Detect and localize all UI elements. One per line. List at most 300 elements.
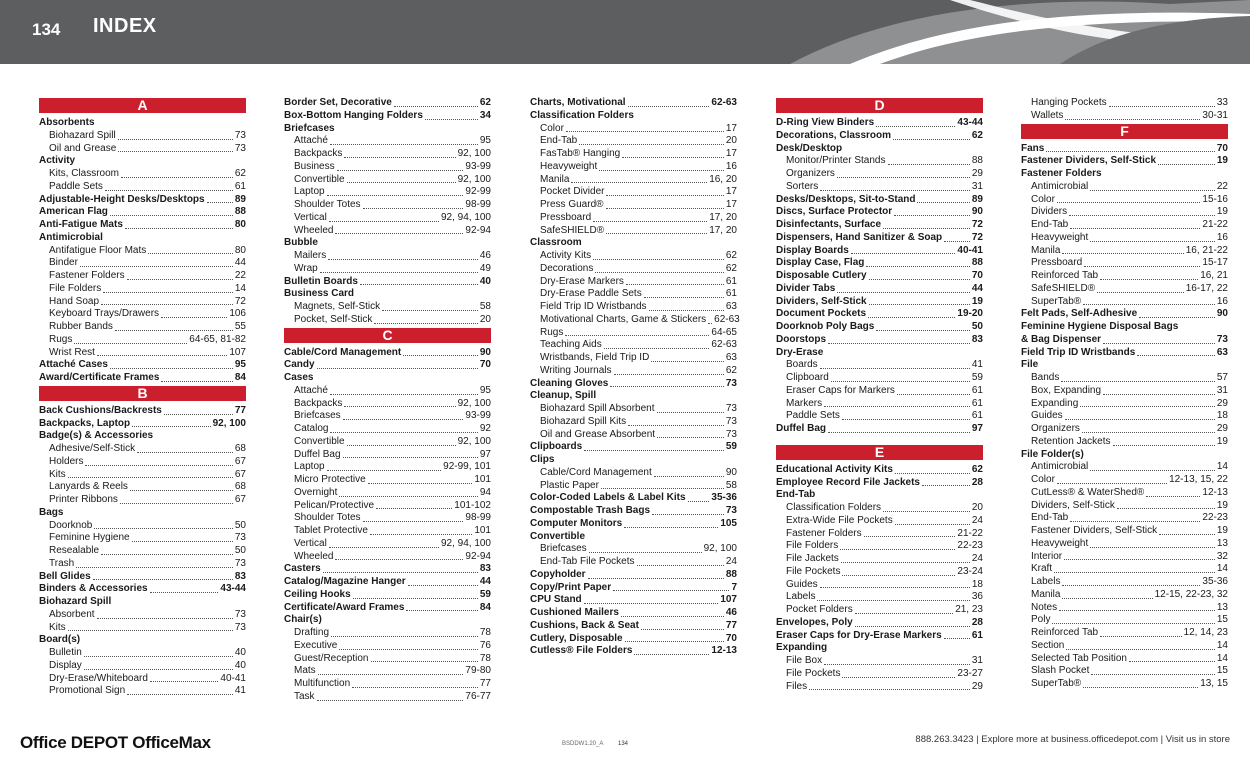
dot-leader (1097, 283, 1184, 293)
dot-leader (842, 566, 955, 576)
index-subentry (776, 591, 983, 604)
entry-page-number: 50 (971, 321, 983, 332)
index-subentry (1021, 487, 1228, 500)
entry-label: Biohazard Spill (49, 129, 116, 141)
entry-page-number: 73 (725, 428, 737, 440)
entry-page-number: 34 (479, 109, 491, 121)
dot-leader (841, 553, 970, 563)
entry-label: Box-Bottom Hanging Folders (284, 109, 423, 121)
entry-page-number: 62 (725, 364, 737, 376)
entry-page-number: 101 (474, 474, 491, 485)
dot-leader (76, 558, 233, 568)
dot-leader (657, 403, 724, 413)
index-subentry (39, 257, 246, 270)
dot-leader (68, 469, 233, 479)
entry-page-number: 21-22 (957, 527, 983, 539)
index-subentry (1021, 194, 1228, 207)
entry-page-number: 89 (234, 193, 246, 205)
dot-leader (837, 168, 970, 178)
index-subentry (776, 655, 983, 668)
index-subentry (284, 525, 491, 538)
index-entry (39, 117, 246, 130)
entry-label: Clips (530, 454, 555, 465)
entry-page-number: 59 (479, 588, 491, 600)
dot-leader (944, 232, 970, 242)
index-entry (39, 206, 246, 219)
entry-page-number: 13 (1216, 537, 1228, 549)
entry-label: Biohazard Spill Absorbent (540, 403, 655, 414)
entry-label: Executive (294, 639, 338, 651)
index-subentry (284, 174, 491, 187)
dot-leader (606, 186, 723, 196)
index-subentry (39, 283, 246, 296)
entry-page-number: 33 (1216, 97, 1228, 108)
dot-leader (161, 372, 232, 382)
entry-page-number: 80 (234, 244, 246, 256)
index-subentry (530, 174, 737, 187)
entry-label: Guides (786, 578, 818, 590)
index-subentry (1021, 423, 1228, 436)
entry-page-number: 95 (479, 135, 491, 147)
entry-label: Organizers (1031, 423, 1080, 434)
dot-leader (842, 410, 970, 420)
entry-label: Reinforced Tab (1031, 270, 1099, 281)
index-subentry (39, 296, 246, 309)
entry-label: Monitor/Printer Stands (786, 155, 886, 167)
section-letter-f: F (1021, 124, 1228, 139)
entry-label: Doorstops (776, 333, 826, 345)
index-entry (530, 607, 737, 620)
entry-page-number: 88 (971, 257, 983, 269)
entry-page-number: 77 (479, 678, 491, 689)
index-subentry (284, 186, 491, 199)
entry-page-number: 31 (971, 180, 983, 192)
entry-label: Wrap (294, 262, 318, 274)
index-entry (530, 633, 737, 646)
entry-page-number: 64-65 (711, 326, 737, 338)
dot-leader (644, 288, 724, 298)
dot-leader (593, 250, 724, 260)
index-entry (39, 372, 246, 385)
entry-page-number: 92, 100 (457, 148, 491, 159)
index-entry (776, 117, 983, 130)
entry-page-number: 19 (1216, 206, 1228, 218)
dot-leader (621, 607, 724, 617)
entry-page-number: 62 (971, 129, 983, 141)
entry-page-number: 92, 100 (703, 543, 737, 555)
entry-label: Hand Soap (49, 295, 100, 307)
entry-page-number: 61 (971, 410, 983, 422)
section-letter-e: E (776, 445, 983, 460)
dot-leader (624, 518, 718, 528)
dot-leader (115, 321, 233, 331)
dot-leader (1083, 678, 1198, 688)
dot-leader (363, 199, 464, 209)
dot-leader (329, 538, 439, 548)
dot-leader (1139, 308, 1215, 318)
entry-label: Employee Record File Jackets (776, 476, 920, 488)
dot-leader (1065, 110, 1200, 120)
entry-label: SafeSHIELD® (1031, 282, 1096, 294)
index-subentry (1021, 398, 1228, 411)
entry-label: Vertical (294, 211, 327, 223)
dot-leader (1146, 487, 1200, 497)
entry-page-number: 58 (725, 479, 737, 491)
entry-label: File Folders (49, 282, 102, 294)
entry-label: Backpacks (294, 148, 343, 159)
decorative-swoosh-icon (730, 0, 1250, 64)
entry-page-number: 90 (971, 206, 983, 218)
index-subentry (39, 609, 246, 622)
dot-leader (876, 117, 955, 127)
entry-label: Activity Kits (540, 250, 592, 261)
entry-page-number: 16, 21-22 (1185, 244, 1228, 256)
entry-label: Shoulder Totes (294, 512, 361, 524)
dot-leader (922, 477, 970, 487)
entry-page-number: 83 (479, 563, 491, 575)
index-subentry (284, 263, 491, 276)
entry-page-number: 72 (971, 231, 983, 243)
index-entry (530, 505, 737, 518)
entry-label: Biohazard Spill Kits (540, 415, 627, 427)
index-subentry (776, 540, 983, 553)
index-column-1 (39, 97, 246, 698)
entry-page-number: 12-13, 15, 22 (1169, 474, 1228, 485)
index-subentry (1021, 576, 1228, 589)
dot-leader (876, 321, 970, 331)
entry-page-number: 62 (479, 97, 491, 108)
entry-label: Adhesive/Self-Stick (49, 443, 136, 454)
entry-page-number: 73 (1216, 333, 1228, 345)
entry-page-number: 93-99 (465, 160, 491, 172)
dot-leader (1137, 347, 1215, 357)
index-subentry (284, 627, 491, 640)
index-subentry (776, 681, 983, 694)
entry-page-number: 40 (234, 647, 246, 658)
section-letter-a: A (39, 98, 246, 113)
index-subentry (284, 301, 491, 314)
index-subentry (1021, 589, 1228, 602)
index-entry (776, 232, 983, 245)
entry-page-number: 19 (1216, 435, 1228, 447)
dot-leader (1065, 410, 1215, 420)
entry-page-number: 90 (479, 346, 491, 358)
dot-leader (894, 206, 970, 216)
index-entry (39, 418, 246, 431)
entry-label: Fastener Dividers, Self-Stick (1021, 155, 1157, 167)
dot-leader (137, 443, 233, 453)
entry-page-number: 17 (725, 199, 737, 210)
entry-label: Fastener Folders (1021, 168, 1102, 179)
index-subentry (776, 515, 983, 528)
index-subentry (1021, 283, 1228, 296)
entry-page-number: 57 (1216, 372, 1228, 383)
entry-page-number: 22-23 (1202, 512, 1228, 524)
entry-page-number: 31 (971, 655, 983, 666)
index-subentry (1021, 474, 1228, 487)
entry-page-number: 92-94 (465, 550, 491, 562)
dot-leader (831, 372, 970, 382)
entry-label: Paddle Sets (786, 410, 840, 422)
dot-leader (893, 130, 970, 140)
entry-label: Clipboards (530, 441, 583, 453)
index-entry (776, 194, 983, 207)
dot-leader (637, 556, 724, 566)
entry-label: Wallets (1031, 109, 1064, 121)
entry-page-number: 61 (971, 397, 983, 409)
index-subentry (39, 245, 246, 258)
section-letter-d: D (776, 98, 983, 113)
entry-label: Anti-Fatigue Mats (39, 219, 123, 230)
entry-label: Fastener Dividers, Self-Stick (1031, 525, 1158, 536)
index-entry (530, 531, 737, 544)
dot-leader (1064, 551, 1215, 561)
entry-label: Desk/Desktop (776, 142, 843, 154)
index-entry (284, 614, 491, 627)
index-subentry (1021, 640, 1228, 653)
entry-label: Display (49, 659, 82, 671)
dot-leader (408, 576, 478, 586)
entry-page-number: 23-24 (957, 565, 983, 577)
index-column-3 (530, 97, 740, 658)
dot-leader (654, 467, 724, 477)
entry-label: Promotional Sign (49, 685, 126, 697)
dot-leader (343, 449, 478, 459)
dot-leader (130, 481, 233, 491)
dot-leader (347, 174, 456, 184)
entry-label: Pocket Folders (786, 604, 853, 615)
dot-leader (105, 181, 233, 191)
index-subentry (39, 469, 246, 482)
entry-label: Copy/Print Paper (530, 581, 612, 593)
entry-label: Organizers (786, 168, 835, 179)
entry-page-number: 19 (971, 295, 983, 307)
entry-label: FasTab® Hanging (540, 148, 621, 159)
dot-leader (842, 668, 955, 678)
entry-label: Adjustable-Height Desks/Desktops (39, 193, 205, 205)
index-entry (1021, 449, 1228, 462)
entry-page-number: 59 (971, 372, 983, 383)
entry-page-number: 40-41 (957, 244, 983, 256)
dot-leader (320, 263, 478, 273)
entry-page-number: 73 (725, 377, 737, 389)
entry-label: Envelopes, Poly (776, 616, 853, 628)
index-subentry (284, 678, 491, 691)
entry-label: Cable/Cord Management (284, 346, 402, 358)
index-entry (1021, 321, 1228, 334)
entry-label: Antimicrobial (1031, 461, 1089, 473)
index-subentry (1021, 512, 1228, 525)
entry-page-number: 28 (971, 616, 983, 628)
index-entry (776, 257, 983, 270)
index-subentry (39, 143, 246, 156)
index-subentry (530, 339, 737, 352)
index-subentry (776, 604, 983, 617)
entry-page-number: 62 (971, 463, 983, 475)
entry-page-number: 14 (1216, 652, 1228, 664)
entry-label: Mailers (294, 250, 327, 261)
index-subentry (776, 372, 983, 385)
entry-page-number: 73 (234, 532, 246, 544)
dot-leader (97, 347, 227, 357)
dot-leader (1062, 576, 1200, 586)
index-entry (776, 464, 983, 477)
entry-page-number: 22 (1216, 180, 1228, 192)
entry-label: Box, Expanding (1031, 384, 1102, 396)
entry-page-number: 50 (234, 519, 246, 531)
entry-page-number: 64-65, 81-82 (189, 333, 246, 345)
catalog-code: BSDDW1.20_A (562, 741, 604, 747)
entry-page-number: 24 (725, 556, 737, 567)
entry-label: Classification Folders (786, 502, 882, 513)
entry-label: End-Tab File Pockets (540, 556, 635, 567)
entry-label: Backpacks (294, 397, 343, 409)
index-subentry (776, 668, 983, 681)
dot-leader (371, 653, 478, 663)
dot-leader (84, 647, 233, 657)
dot-leader (125, 219, 233, 229)
index-entry (776, 423, 983, 436)
entry-label: Pressboard (540, 211, 592, 223)
index-entry (776, 630, 983, 643)
index-subentry (39, 456, 246, 469)
index-subentry (1021, 257, 1228, 270)
index-subentry (39, 321, 246, 334)
index-subentry (1021, 436, 1228, 449)
dot-leader (132, 532, 233, 542)
dot-leader (1090, 538, 1215, 548)
index-entry (530, 454, 737, 467)
dot-leader (1129, 653, 1215, 663)
index-entry (776, 617, 983, 630)
index-entry (284, 110, 491, 123)
entry-label: Slash Pocket (1031, 665, 1090, 677)
index-subentry (284, 398, 491, 411)
entry-label: Educational Activity Kits (776, 463, 893, 475)
entry-label: Bell Glides (39, 570, 91, 582)
entry-label: Briefcases (284, 122, 335, 134)
entry-page-number: 92, 94, 100 (440, 211, 491, 223)
entry-label: SafeSHIELD® (540, 224, 605, 236)
index-subentry (1021, 678, 1228, 691)
entry-label: Business Card (284, 288, 355, 300)
entry-label: Overnight (294, 486, 338, 498)
entry-label: End-Tab (540, 135, 578, 147)
index-entry (284, 97, 491, 110)
dot-leader (329, 212, 439, 222)
entry-page-number: 95 (479, 384, 491, 396)
dot-leader (651, 352, 724, 362)
index-subentry (284, 212, 491, 225)
index-entry (39, 430, 246, 443)
entry-label: Manila (1031, 588, 1061, 600)
dot-leader (330, 385, 478, 395)
dot-leader (330, 135, 478, 145)
dot-leader (1109, 97, 1215, 107)
entry-label: Dividers, Self-Stick (776, 295, 867, 307)
entry-page-number: 7 (731, 581, 737, 593)
entry-label: Cutlery, Disposable (530, 632, 623, 644)
dot-leader (579, 135, 724, 145)
entry-label: Feminine Hygiene (49, 532, 130, 544)
dot-leader (1083, 296, 1215, 306)
index-subentry (1021, 296, 1228, 309)
entry-page-number: 46 (725, 607, 737, 618)
entry-label: Guides (1031, 410, 1063, 422)
dot-leader (855, 617, 970, 627)
index-subentry (1021, 245, 1228, 258)
index-entry (39, 405, 246, 418)
entry-label: Briefcases (294, 410, 341, 422)
entry-page-number: 61 (971, 384, 983, 396)
index-subentry (530, 301, 737, 314)
entry-page-number: 40 (234, 659, 246, 671)
index-entry (530, 582, 737, 595)
index-subentry (530, 263, 737, 276)
entry-label: Desks/Desktops, Sit-to-Stand (776, 193, 916, 205)
index-subentry (776, 553, 983, 566)
dot-leader (625, 633, 724, 643)
dot-leader (1057, 194, 1201, 204)
index-entry (530, 97, 737, 110)
dot-leader (84, 660, 233, 670)
entry-page-number: 30-31 (1202, 109, 1228, 121)
index-entry (530, 569, 737, 582)
index-entry (530, 620, 737, 633)
index-subentry (39, 168, 246, 181)
entry-label: Ceiling Hooks (284, 588, 351, 600)
entry-page-number: 68 (234, 481, 246, 493)
entry-label: Dry-Erase Paddle Sets (540, 288, 642, 300)
entry-label: SuperTab® (1031, 295, 1082, 307)
dot-leader (403, 347, 478, 357)
entry-page-number: 62-63 (711, 339, 737, 351)
index-subentry (39, 558, 246, 571)
entry-page-number: 61 (725, 288, 737, 300)
entry-label: Resealable (49, 545, 100, 556)
entry-label: Kraft (1031, 563, 1053, 575)
index-subentry (776, 410, 983, 423)
entry-page-number: 63 (725, 301, 737, 312)
entry-page-number: 76 (479, 639, 491, 651)
entry-page-number: 70 (725, 632, 737, 644)
entry-label: & Bag Dispenser (1021, 333, 1102, 345)
entry-label: Absorbent (49, 608, 95, 620)
entry-page-number: 83 (971, 333, 983, 345)
entry-label: File Pockets (786, 667, 841, 679)
entry-label: File Box (786, 655, 823, 666)
index-subentry (39, 481, 246, 494)
index-subentry (530, 352, 737, 365)
dot-leader (866, 257, 970, 267)
entry-label: Manila (1031, 244, 1061, 256)
entry-page-number: 16, 20 (709, 173, 737, 185)
index-subentry (39, 308, 246, 321)
entry-label: Doorknob Poly Bags (776, 321, 875, 332)
entry-page-number: 14 (234, 282, 246, 294)
index-subentry (530, 161, 737, 174)
index-subentry (284, 449, 491, 462)
index-subentry (1021, 270, 1228, 283)
index-subentry (284, 385, 491, 398)
index-subentry (1021, 97, 1228, 110)
entry-label: Heavyweight (1031, 231, 1089, 243)
dot-leader (374, 314, 478, 324)
dot-leader (895, 464, 970, 474)
index-entry (39, 359, 246, 372)
entry-page-number: 68 (234, 443, 246, 454)
entry-label: Charts, Motivational (530, 97, 626, 108)
